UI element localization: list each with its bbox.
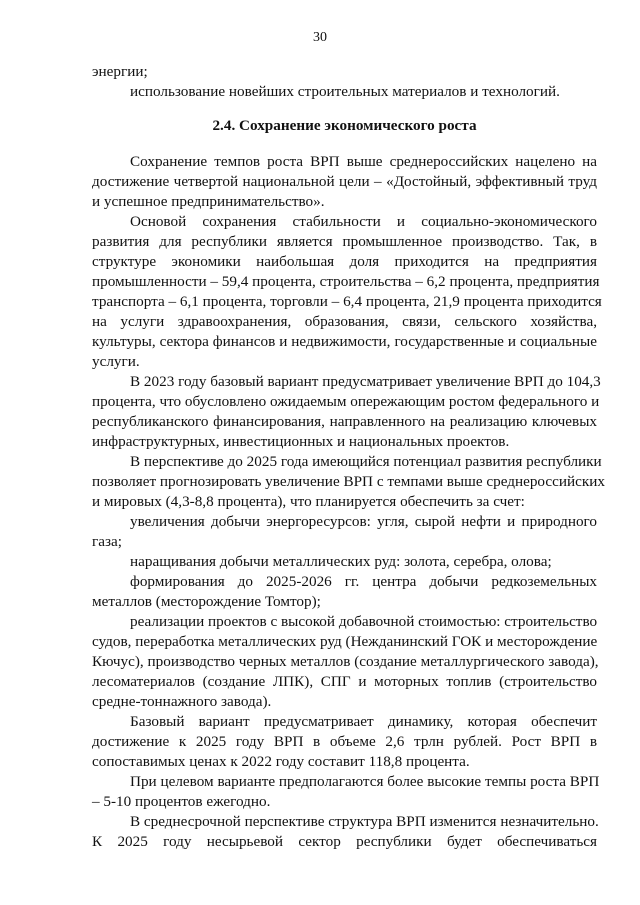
text-line: судов, переработка металлических руд (Нежданинский ГОК и месторождение xyxy=(92,633,598,650)
text-line: формирования до 2025-2026 гг. центра добычи редкоземельных xyxy=(130,573,597,590)
text-line: реализации проектов с высокой добавочной стоимостью: строительство xyxy=(130,613,598,630)
text-line: транспорта – 6,1 процента, торговли – 6,4 процента, 21,9 процента приходится xyxy=(92,293,602,310)
text-line: К 2025 году несырьевой сектор республики будет обеспечиваться xyxy=(92,833,597,850)
text-line: на услуги здравоохранения, образования, связи, сельского хозяйства, xyxy=(92,313,597,330)
text-line: достижение к 2025 году ВРП в объеме 2,6 трлн рублей. Рост ВРП в xyxy=(92,733,597,750)
text-line: Базовый вариант предусматривает динамику, которая обеспечит xyxy=(130,713,597,730)
text-line: Основой сохранения стабильности и социально-экономического xyxy=(130,213,597,230)
text-line: увеличения добычи энергоресурсов: угля, сырой нефти и природного xyxy=(130,513,597,530)
text-line: и успешное предпринимательство». xyxy=(92,193,325,210)
text-line: достижение четвертой национальной цели – «Достойный, эффективный труд xyxy=(92,173,597,190)
text-line: использование новейших строительных материалов и технологий. xyxy=(130,83,560,100)
text-line: Кючус), производство черных металлов (создание металлургического завода), xyxy=(92,653,599,670)
text-line: В 2023 году базовый вариант предусматривает увеличение ВРП до 104,3 xyxy=(130,373,601,390)
text-line: металлов (месторождение Томтор); xyxy=(92,593,321,610)
text-line: промышленности – 59,4 процента, строительства – 6,2 процента, предприятия xyxy=(92,273,600,290)
section-heading: 2.4. Сохранение экономического роста xyxy=(212,117,477,134)
text-line: Сохранение темпов роста ВРП выше среднероссийских нацелено на xyxy=(130,153,597,170)
page-number: 30 xyxy=(313,30,327,45)
text-line: В среднесрочной перспективе структура ВРП изменится незначительно. xyxy=(130,813,599,830)
text-line: лесоматериалов (создание ЛПК), СПГ и моторных топлив (строительство xyxy=(92,673,597,690)
text-line: услуги. xyxy=(92,353,140,370)
page-content xyxy=(92,62,605,852)
text-line: инфраструктурных, инвестиционных и национальных проектов. xyxy=(92,433,510,450)
text-line: энергии; xyxy=(92,63,148,80)
text-line: культуры, сектора финансов и недвижимости, государственные и социальные xyxy=(92,333,597,350)
text-line: республиканского финансирования, направленного на реализацию ключевых xyxy=(92,413,597,430)
text-line: – 5-10 процентов ежегодно. xyxy=(92,793,271,810)
text-line: В перспективе до 2025 года имеющийся потенциал развития республики xyxy=(130,453,602,470)
text-line: наращивания добычи металлических руд: золота, серебра, олова; xyxy=(130,553,552,570)
text-line: структуре экономики наибольшая доля приходится на предприятия xyxy=(92,253,597,270)
text-line: развития для республики является промышленное производство. Так, в xyxy=(92,233,597,250)
text-line: средне-тоннажного завода). xyxy=(92,693,272,710)
text-line: процента, что обусловлено ожидаемым опережающим ростом федерального и xyxy=(92,393,600,410)
text-line: При целевом варианте предполагаются более высокие темпы роста ВРП xyxy=(130,773,600,790)
text-line: позволяет прогнозировать увеличение ВРП с темпами выше среднероссийских xyxy=(92,473,605,490)
text-line: газа; xyxy=(92,533,122,550)
text-line: сопоставимых ценах к 2022 году составит 118,8 процента. xyxy=(92,753,470,770)
text-line: и мировых (4,3-8,8 процента), что планируется обеспечить за счет: xyxy=(92,493,525,510)
